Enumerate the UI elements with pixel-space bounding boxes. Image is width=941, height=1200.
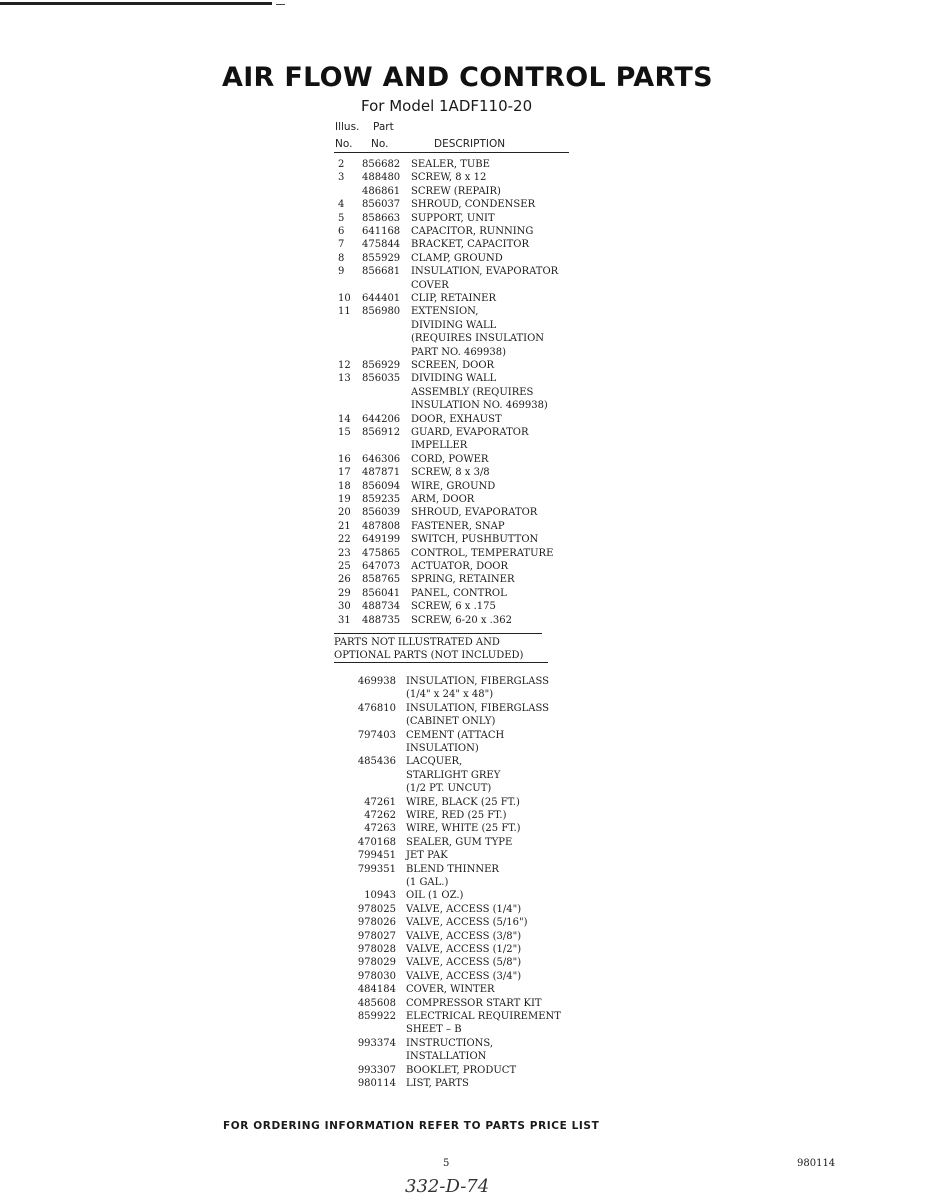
header-rule xyxy=(334,152,569,153)
optional-parts-heading xyxy=(334,636,523,663)
optional-part-description: WIRE, WHITE (25 FT.) xyxy=(406,823,521,835)
illus-no: 20 xyxy=(338,507,351,519)
section-rule-top xyxy=(334,633,542,634)
part-description: GUARD, EVAPORATOR xyxy=(411,427,529,438)
part-description: ARM, DOOR xyxy=(411,494,475,505)
illus-no: 21 xyxy=(338,520,351,532)
part-description: INSULATION, EVAPORATOR xyxy=(411,266,559,278)
optional-part-description: ELECTRICAL REQUIREMENT xyxy=(406,1011,561,1022)
part-number: 856039 xyxy=(362,507,401,519)
part-description: SPRING, RETAINER xyxy=(411,574,515,586)
optional-part-description: STARLIGHT GREY xyxy=(406,769,501,781)
part-number: 858765 xyxy=(362,574,401,586)
optional-heading-line-2: OPTIONAL PARTS (NOT INCLUDED) xyxy=(334,650,524,662)
illus-no: 10 xyxy=(338,293,351,304)
optional-part-description: (1 GAL.) xyxy=(406,876,449,888)
optional-part-number: 484184 xyxy=(357,984,396,996)
model-subtitle: For Model 1ADF110-20 xyxy=(361,97,533,115)
optional-part-number: 993307 xyxy=(357,1064,396,1076)
optional-part-description: SHEET – B xyxy=(406,1024,462,1036)
part-number: 644401 xyxy=(362,293,401,304)
optional-part-number: 993374 xyxy=(357,1037,396,1049)
part-description: SCREW (REPAIR) xyxy=(411,185,501,197)
optional-part-description: VALVE, ACCESS (3/4") xyxy=(406,970,522,982)
optional-part-description: LIST, PARTS xyxy=(406,1078,469,1089)
part-number: 488734 xyxy=(362,601,401,613)
illus-no: 5 xyxy=(338,212,345,224)
header-part: Part xyxy=(373,121,394,133)
part-description: PART NO. 469938) xyxy=(411,346,507,358)
optional-part-number: 469938 xyxy=(357,676,396,687)
optional-part-number: 797403 xyxy=(357,729,396,741)
part-description: SWITCH, PUSHBUTTON xyxy=(411,534,539,546)
optional-part-description: OIL (1 OZ.) xyxy=(406,890,464,902)
part-number: 646306 xyxy=(362,453,401,465)
part-description: COVER xyxy=(411,279,449,291)
optional-part-number: 978030 xyxy=(357,970,396,982)
part-description: ASSEMBLY (REQUIRES xyxy=(411,386,534,398)
part-description: INSULATION NO. 469938) xyxy=(411,400,548,412)
optional-part-number: 485436 xyxy=(357,756,396,768)
illus-no: 19 xyxy=(338,494,351,505)
illus-no: 17 xyxy=(338,467,351,479)
part-description: DIVIDING WALL xyxy=(411,373,497,385)
part-description: DIVIDING WALL xyxy=(411,319,497,331)
part-description: SCREW, 8 x 12 xyxy=(411,172,487,184)
optional-part-number: 476810 xyxy=(357,702,396,714)
document-number: 980114 xyxy=(797,1158,836,1169)
ordering-footer: FOR ORDERING INFORMATION REFER TO PARTS PRICE LIST xyxy=(223,1120,600,1132)
optional-part-number: 470168 xyxy=(357,836,396,848)
part-description: PANEL, CONTROL xyxy=(411,587,507,599)
part-description: SUPPORT, UNIT xyxy=(411,212,495,224)
illus-no: 14 xyxy=(338,413,351,425)
illus-no: 26 xyxy=(338,574,351,586)
part-number: 647073 xyxy=(362,561,401,572)
optional-part-description: VALVE, ACCESS (3/8") xyxy=(406,930,522,942)
part-description: CLAMP, GROUND xyxy=(411,252,503,264)
optional-part-description: VALVE, ACCESS (1/2") xyxy=(406,944,522,955)
part-number: 644206 xyxy=(362,413,401,425)
optional-part-description: VALVE, ACCESS (5/8") xyxy=(406,957,522,969)
illus-no: 29 xyxy=(338,587,351,599)
optional-part-number: 978029 xyxy=(357,957,396,969)
illus-no: 6 xyxy=(338,226,345,237)
illus-no: 30 xyxy=(338,601,351,613)
illus-no: 11 xyxy=(338,306,351,318)
part-number: 856929 xyxy=(362,360,401,371)
optional-part-description: JET PAK xyxy=(406,850,448,862)
part-number: 475865 xyxy=(362,547,401,559)
optional-part-number: 978025 xyxy=(357,903,396,915)
optional-part-description: VALVE, ACCESS (1/4") xyxy=(406,903,522,915)
part-number: 856681 xyxy=(362,266,401,278)
illus-no: 18 xyxy=(338,480,351,492)
part-number: 856980 xyxy=(362,306,401,318)
part-description: SHROUD, CONDENSER xyxy=(411,199,536,211)
part-description: CLIP, RETAINER xyxy=(411,293,497,304)
scan-edge-bar xyxy=(0,2,272,5)
part-description: FASTENER, SNAP xyxy=(411,520,505,532)
illus-no: 23 xyxy=(338,547,351,559)
optional-part-number: 978027 xyxy=(357,930,396,942)
optional-part-description: VALVE, ACCESS (5/16") xyxy=(406,917,528,929)
part-number: 649199 xyxy=(362,534,401,546)
part-description: DOOR, EXHAUST xyxy=(411,413,502,425)
part-description: CONTROL, TEMPERATURE xyxy=(411,547,554,559)
header-description: DESCRIPTION xyxy=(434,138,506,150)
part-number: 859235 xyxy=(362,494,401,505)
part-number: 487808 xyxy=(362,520,401,532)
header-part-no: No. xyxy=(371,138,389,150)
part-number: 856682 xyxy=(362,159,401,170)
part-description: SHROUD, EVAPORATOR xyxy=(411,507,538,519)
optional-part-description: INSULATION, FIBERGLASS xyxy=(406,676,550,687)
optional-part-description: BOOKLET, PRODUCT xyxy=(406,1064,517,1076)
part-number: 488480 xyxy=(362,172,401,184)
part-description: (REQUIRES INSULATION xyxy=(411,333,545,345)
illus-no: 31 xyxy=(338,614,351,626)
part-number: 475844 xyxy=(362,239,401,251)
illus-no: 2 xyxy=(338,159,345,170)
part-description: ACTUATOR, DOOR xyxy=(411,561,509,572)
optional-part-description: BLEND THINNER xyxy=(406,863,499,875)
optional-part-description: WIRE, BLACK (25 FT.) xyxy=(406,796,520,808)
part-description: IMPELLER xyxy=(411,440,468,452)
optional-part-description: INSTRUCTIONS, xyxy=(406,1037,494,1049)
part-description: CAPACITOR, RUNNING xyxy=(411,226,534,237)
optional-part-number: 978026 xyxy=(357,917,396,929)
optional-part-number: 47261 xyxy=(364,796,396,808)
optional-part-description: LACQUER, xyxy=(406,756,463,768)
optional-part-description: (CABINET ONLY) xyxy=(406,716,496,728)
optional-heading-line-1: PARTS NOT ILLUSTRATED AND xyxy=(334,637,500,648)
illus-no: 25 xyxy=(338,561,351,572)
part-number: 856912 xyxy=(362,427,401,438)
optional-part-description: WIRE, RED (25 FT.) xyxy=(406,810,507,821)
scan-edge-mark xyxy=(276,4,285,5)
header-no: No. xyxy=(335,138,353,150)
part-number: 641168 xyxy=(362,226,401,237)
header-illus: Illus. xyxy=(335,121,360,133)
part-description: SCREEN, DOOR xyxy=(411,360,495,371)
part-description: CORD, POWER xyxy=(411,453,489,465)
illus-no: 7 xyxy=(338,239,345,251)
optional-part-number: 859922 xyxy=(357,1011,396,1022)
illus-no: 8 xyxy=(338,252,345,264)
part-number: 855929 xyxy=(362,252,401,264)
part-description: WIRE, GROUND xyxy=(411,480,496,492)
page-number: 5 xyxy=(443,1158,450,1169)
optional-part-number: 47263 xyxy=(364,823,396,835)
optional-part-description: INSTALLATION xyxy=(406,1051,487,1063)
part-number: 487871 xyxy=(362,467,401,479)
part-description: SCREW, 8 x 3/8 xyxy=(411,467,490,479)
page-title: AIR FLOW AND CONTROL PARTS xyxy=(222,62,713,93)
optional-part-description: (1/2 PT. UNCUT) xyxy=(406,783,492,795)
illus-no: 4 xyxy=(338,199,345,211)
illus-no: 9 xyxy=(338,266,345,278)
optional-part-description: COVER, WINTER xyxy=(406,984,495,996)
part-description: SEALER, TUBE xyxy=(411,159,490,170)
part-description: BRACKET, CAPACITOR xyxy=(411,239,529,251)
illus-no: 15 xyxy=(338,427,351,438)
part-number: 486861 xyxy=(362,185,401,197)
optional-part-description: SEALER, GUM TYPE xyxy=(406,836,513,848)
optional-part-number: 799351 xyxy=(357,863,396,875)
optional-part-number: 978028 xyxy=(357,944,396,955)
part-description: EXTENSION, xyxy=(411,306,479,318)
illus-no: 12 xyxy=(338,360,351,371)
optional-part-description: CEMENT (ATTACH xyxy=(406,729,505,741)
optional-part-number: 10943 xyxy=(364,890,396,902)
optional-part-description: INSULATION) xyxy=(406,742,479,754)
section-rule-bottom xyxy=(334,662,548,663)
part-description: SCREW, 6 x .175 xyxy=(411,601,496,613)
part-number: 856041 xyxy=(362,587,401,599)
optional-part-description: (1/4" x 24" x 48") xyxy=(406,689,494,701)
handwritten-note: 332-D-74 xyxy=(405,1176,490,1197)
illus-no: 3 xyxy=(338,172,345,184)
optional-part-description: INSULATION, FIBERGLASS xyxy=(406,702,550,714)
part-number: 858663 xyxy=(362,212,401,224)
illus-no: 22 xyxy=(338,534,351,546)
optional-part-number: 980114 xyxy=(357,1078,396,1089)
part-number: 856037 xyxy=(362,199,401,211)
part-description: SCREW, 6-20 x .362 xyxy=(411,614,512,626)
optional-part-description: COMPRESSOR START KIT xyxy=(406,997,542,1009)
optional-part-number: 799451 xyxy=(357,850,396,862)
part-number: 856035 xyxy=(362,373,401,385)
optional-part-number: 485608 xyxy=(357,997,396,1009)
illus-no: 16 xyxy=(338,453,351,465)
part-number: 488735 xyxy=(362,614,401,626)
illus-no: 13 xyxy=(338,373,351,385)
part-number: 856094 xyxy=(362,480,401,492)
optional-part-number: 47262 xyxy=(364,810,396,821)
